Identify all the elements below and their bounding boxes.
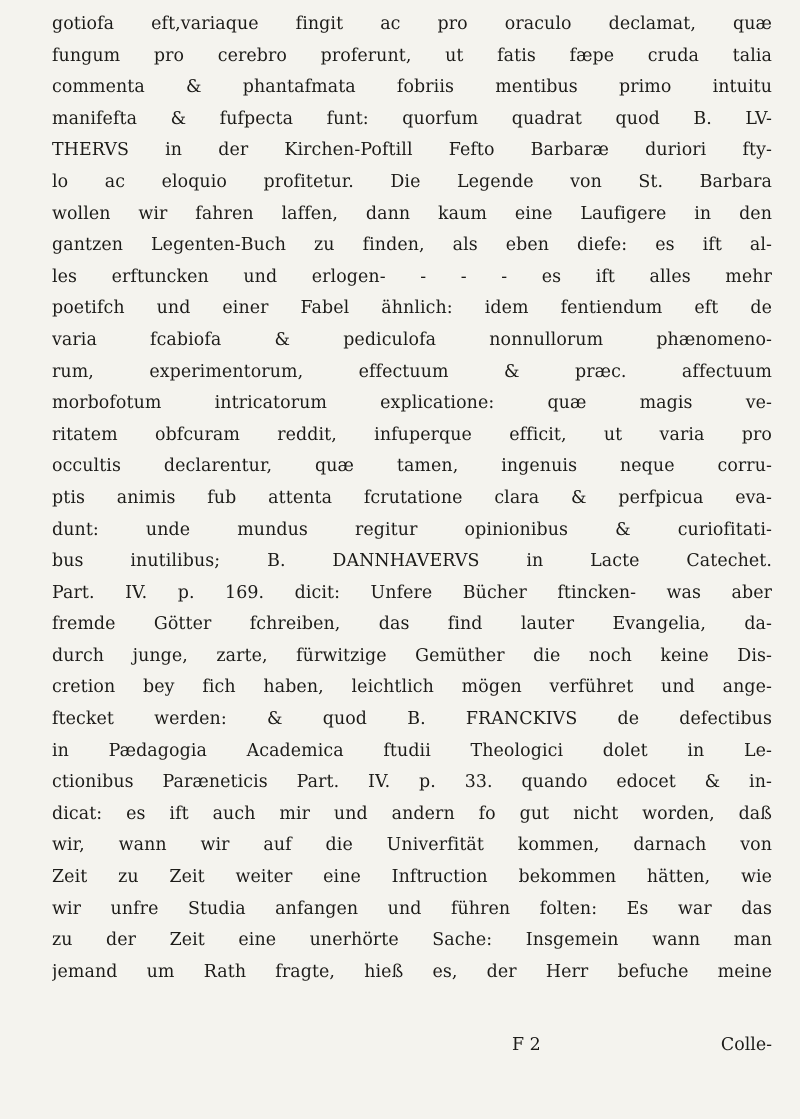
signature-mark: F 2 xyxy=(512,1035,541,1055)
text-line: varia fcabiofa & pediculofa nonnullorum phænomeno- xyxy=(52,329,772,350)
text-line: dunt: unde mundus regitur opinionibus & curiofitati- xyxy=(52,519,772,540)
text-line: lo ac eloquio profitetur. Die Legende von St. Barbara xyxy=(52,171,772,192)
text-line: rum, experimentorum, effectuum & præc. affectuum xyxy=(52,361,772,382)
text-line: in Pædagogia Academica ftudii Theologici dolet in Le- xyxy=(52,740,772,761)
text-line: ctionibus Paræneticis Part. IV. p. 33. quando edocet & in- xyxy=(52,772,772,793)
text-line: poetifch und einer Fabel ähnlich: idem fentiendum eft de xyxy=(52,298,772,319)
text-line: zu der Zeit eine unerhörte Sache: Insgemein wann man xyxy=(52,930,772,951)
text-line: gotiofa eft,variaque fingit ac pro oraculo declamat, quæ xyxy=(52,14,772,34)
text-line: wir, wann wir auf die Univerfität kommen, darnach von xyxy=(52,835,772,856)
text-line: Zeit zu Zeit weiter eine Inftruction bekommen hätten, wie xyxy=(52,867,772,888)
text-line: morbofotum intricatorum explicatione: quæ magis ve- xyxy=(52,393,772,414)
text-line: ritatem obfcuram reddit, infuperque efficit, ut varia pro xyxy=(52,424,772,445)
text-line: wollen wir fahren laffen, dann kaum eine Laufigere in den xyxy=(52,203,772,224)
text-line: Part. IV. p. 169. dicit: Unfere Bücher ftincken- was aber xyxy=(52,582,772,603)
text-line: ptis animis fub attenta fcrutatione clara & perfpicua eva- xyxy=(52,487,772,508)
text-line: durch junge, zarte, fürwitzige Gemüther die noch keine Dis- xyxy=(52,645,772,666)
text-line: jemand um Rath fragte, hieß es, der Herr befuche meine xyxy=(52,961,772,982)
text-line: les erftuncken und erlogen- - - - es ift alles mehr xyxy=(52,266,772,287)
text-line: manifefta & fufpecta funt: quorfum quadrat quod B. LV- xyxy=(52,108,772,129)
text-line: ftecket werden: & quod B. FRANCKIVS de defectibus xyxy=(52,709,772,730)
text-line: fremde Götter fchreiben, das find lauter Evangelia, da- xyxy=(52,614,772,635)
text-line: wir unfre Studia anfangen und führen folten: Es war das xyxy=(52,898,772,919)
text-line: dicat: es ift auch mir und andern fo gut nicht worden, daß xyxy=(52,803,772,824)
text-line: fungum pro cerebro proferunt, ut fatis fæpe cruda talia xyxy=(52,45,772,66)
catchword: Colle- xyxy=(720,1035,772,1055)
text-line: gantzen Legenten-Buch zu finden, als eben diefe: es ift al- xyxy=(52,235,772,256)
text-line: cretion bey fich haben, leichtlich mögen verführet und ange- xyxy=(52,677,772,698)
text-block xyxy=(52,9,772,988)
text-line: commenta & phantafmata fobriis mentibus primo intuitu xyxy=(52,77,772,98)
text-line: bus inutilibus; B. DANNHAVERVS in Lacte Catechet. xyxy=(52,551,772,572)
text-line: occultis declarentur, quæ tamen, ingenuis neque corru- xyxy=(52,456,772,477)
text-line: THERVS in der Kirchen-Poftill Fefto Barbaræ duriori fty- xyxy=(52,140,772,161)
page-footer xyxy=(52,1030,772,1060)
